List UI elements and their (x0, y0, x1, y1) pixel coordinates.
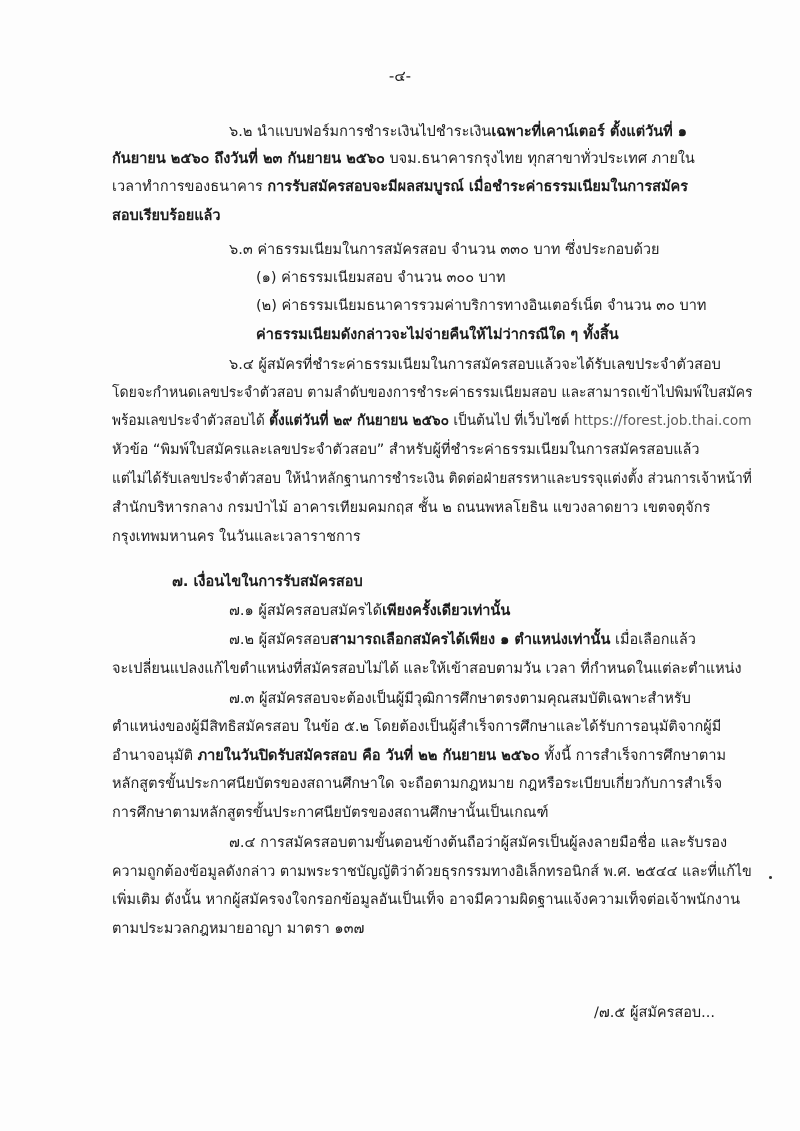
s62-line-1 (229, 122, 687, 144)
s62-line-3 (112, 177, 688, 199)
s72-bold: สามารถเลือกสมัครได้เพียง ๑ ตำแหน่งเท่านั้น (329, 632, 611, 648)
s64-line-3-date: ตั้งแต่วันที่ ๒๙ กันยายน ๒๕๖๐ (269, 413, 449, 429)
s73-line-3 (112, 746, 726, 768)
s73-bold: ภายในวันปิดรับสมัครสอบ คือ วันที่ ๒๒ กันยายน ๒๕๖๐ (197, 748, 540, 764)
s73-line-5: การศึกษาตามหลักสูตรขั้นประกาศนียบัตรของสถานศึกษานั้นเป็นเกณฑ์ (112, 805, 549, 821)
s64-line-7: กรุงเทพมหานคร ในวันและเวลาราชการ (112, 529, 361, 545)
s64-line-3 (112, 411, 752, 433)
scan-speck (769, 876, 772, 879)
s63-item-1: (๑) ค่าธรรมเนียมสอบ จำนวน ๓๐๐ บาท (256, 270, 506, 286)
s72-line-1 (229, 630, 696, 652)
section-7-heading: ๗. เงื่อนไขในการรับสมัครสอบ (172, 574, 363, 590)
s63-no-refund-note: ค่าธรรมเนียมดังกล่าวจะไม่จ่ายคืนให้ไม่ว่ากรณีใด ๆ ทั้งสิ้น (256, 327, 619, 343)
page-number: -๔- (388, 67, 412, 85)
s63-item-2: (๒) ค่าธรรมเนียมธนาคารรวมค่าบริการทางอินเตอร์เน็ต จำนวน ๓๐ บาท (256, 298, 707, 314)
s73-line-4: หลักสูตรขั้นประกาศนียบัตรของสถานศึกษาใด จะถือตามกฎหมาย กฎหรือระเบียบเกี่ยวกับการสำเร็จ (112, 776, 723, 792)
s73-text: อำนาจอนุมัติ (112, 748, 198, 764)
s71-line (229, 601, 510, 623)
s71-text: ๗.๑ ผู้สมัครสอบสมัครได้ (229, 603, 383, 619)
s64-line-6: สำนักบริหารกลาง กรมป่าไม้ อาคารเทียมคมกฤส ชั้น ๒ ถนนพหลโยธิน แขวงลาดยาว เขตจตุจักร (112, 500, 711, 516)
s62-line-2 (112, 149, 695, 171)
s64-line-3-text-2: เป็นต้นไป ที่เว็บไซต์ (448, 413, 574, 429)
s64-line-2: โดยจะกำหนดเลขประจำตัวสอบ ตามลำดับของการชำระค่าธรรมเนียมสอบ และสามารถเข้าไปพิมพ์ใบสมัคร (112, 385, 753, 401)
s73-text-2: ทั้งนี้ การสำเร็จการศึกษาตาม (539, 748, 727, 764)
s64-line-3-text: พร้อมเลขประจำตัวสอบได้ (112, 413, 270, 429)
s74-line-2: ความถูกต้องข้อมูลดังกล่าว ตามพระราชบัญญัติว่าด้วยธุรกรรมทางอิเล็กทรอนิกส์ พ.ศ. ๒๕๔๔ และที่แก้ไข (112, 864, 752, 880)
s62-line-1-text: ๖.๒ นำแบบฟอร์มการชำระเงินไปชำระเงิน (229, 124, 492, 140)
s63-line-1: ๖.๓ ค่าธรรมเนียมในการสมัครสอบ จำนวน ๓๓๐ บาท ซึ่งประกอบด้วย (229, 242, 660, 258)
s62-line-2-bold: กันยายน ๒๕๖๐ ถึงวันที่ ๒๓ กันยายน ๒๕๖๐ (112, 151, 385, 167)
s71-bold: เพียงครั้งเดียวเท่านั้น (382, 603, 511, 619)
s74-line-1: ๗.๔ การสมัครสอบตามขั้นตอนข้างต้นถือว่าผู้สมัครเป็นผู้ลงลายมือชื่อ และรับรอง (229, 835, 728, 851)
s64-line-4: หัวข้อ “พิมพ์ใบสมัครและเลขประจำตัวสอบ” สำหรับผู้ที่ชำระค่าธรรมเนียมในการสมัครสอบแล้ว (112, 442, 700, 458)
s72-line-2: จะเปลี่ยนแปลงแก้ไขตำแหน่งที่สมัครสอบไม่ได้ และให้เข้าสอบตามวัน เวลา ที่กำหนดในแต่ละตำแหน่ง (112, 661, 742, 677)
s72-text-2: เมื่อเลือกแล้ว (610, 632, 696, 648)
s72-text: ๗.๒ ผู้สมัครสอบ (229, 632, 330, 648)
website-link[interactable]: https://forest.job.thai.com (573, 413, 752, 429)
s64-line-5: แต่ไม่ได้รับเลขประจำตัวสอบ ให้นำหลักฐานการชำระเงิน ติดต่อฝ่ายสรรหาและบรรจุแต่งตั้ง ส่วนการเจ้าหน้าที่ (112, 471, 752, 487)
page-continuation: /๗.๕ ผู้สมัครสอบ... (594, 1005, 715, 1021)
s62-line-2-text: บจม.ธนาคารกรุงไทย ทุกสาขาทั่วประเทศ ภายใน (384, 151, 695, 167)
s74-line-4: ตามประมวลกฎหมายอาญา มาตรา ๑๓๗ (112, 921, 365, 937)
s62-line-1-bold: เฉพาะที่เคาน์เตอร์ ตั้งแต่วันที่ ๑ (491, 124, 687, 140)
s73-line-1: ๗.๓ ผู้สมัครสอบจะต้องเป็นผู้มีวุฒิการศึกษาตรงตามคุณสมบัติเฉพาะสำหรับ (229, 691, 691, 707)
s62-line-4: สอบเรียบร้อยแล้ว (112, 208, 221, 224)
s62-line-3-bold: การรับสมัครสอบจะมีผลสมบูรณ์ เมื่อชำระค่าธรรมเนียมในการสมัคร (267, 179, 689, 195)
s73-line-2: ตำแหน่งของผู้มีสิทธิสมัครสอบ ในข้อ ๕.๒ โดยต้องเป็นผู้สำเร็จการศึกษาและได้รับการอนุมัติจากผู้มี (112, 719, 722, 735)
s62-line-3-text: เวลาทำการของธนาคาร (112, 179, 268, 195)
s74-line-3: เพิ่มเติม ดังนั้น หากผู้สมัครจงใจกรอกข้อมูลอันเป็นเท็จ อาจมีความผิดฐานแจ้งความเท็จต่อเจ้าพนักงาน (112, 892, 740, 908)
s64-line-1: ๖.๔ ผู้สมัครที่ชำระค่าธรรมเนียมในการสมัครสอบแล้วจะได้รับเลขประจำตัวสอบ (229, 357, 721, 373)
